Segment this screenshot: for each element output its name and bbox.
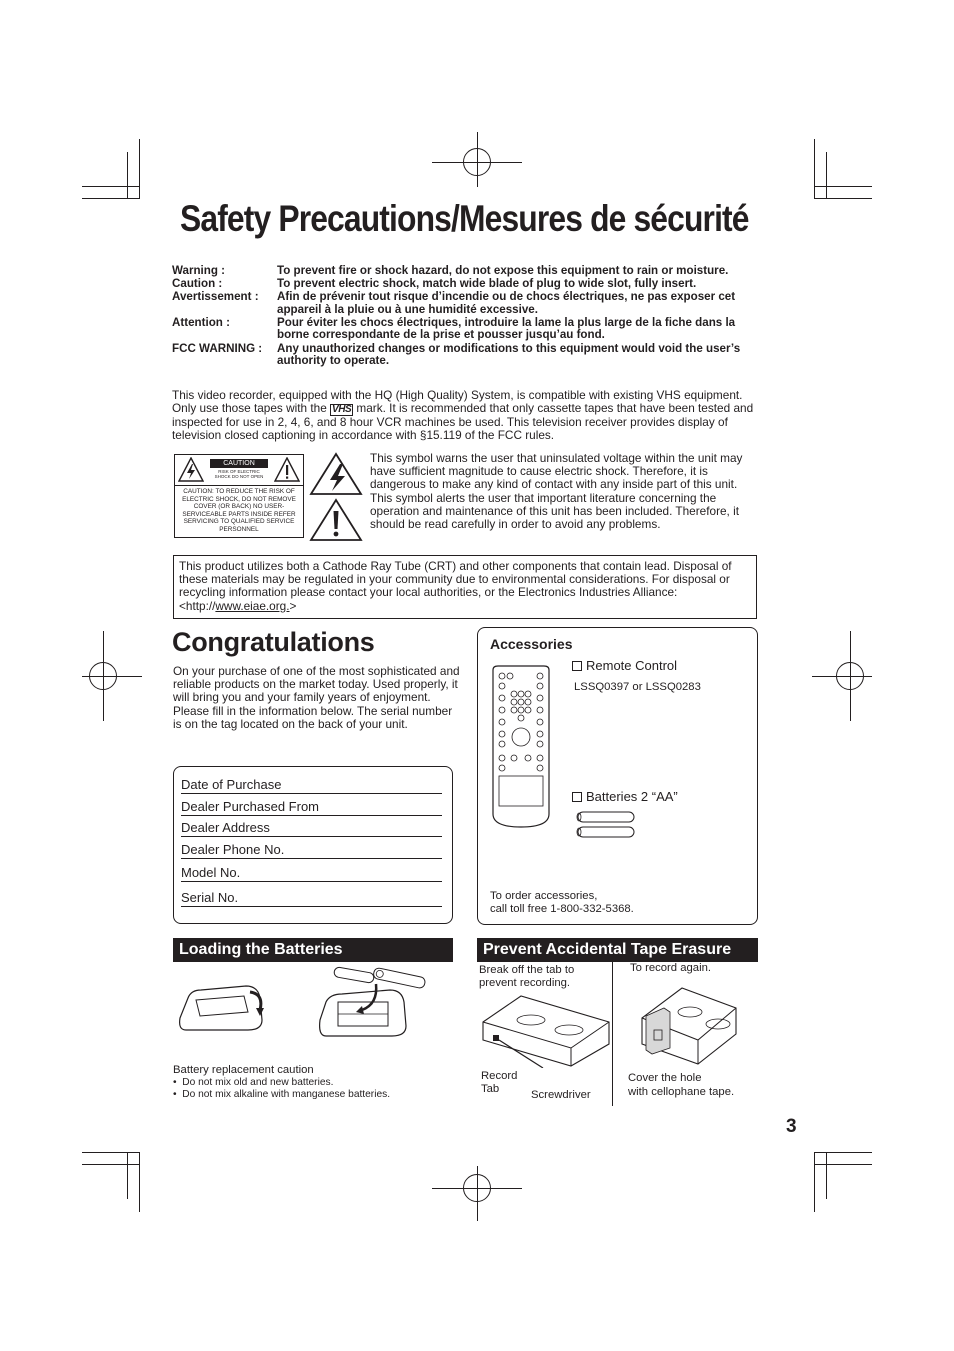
caution-heading: CAUTION <box>210 459 268 468</box>
congratulations-text: On your purchase of one of the most sophisticated and reliable products on the market today. Used properly, it will bring you and your family years of enjoyment. Please fill in the information below. The serial number is on the tag located on the back of your unit. <box>173 664 460 731</box>
warning-text: Pour éviter les chocs électriques, introduire la lame la plus large de la fiche dans la borne correspondante de la prise et pousser jusqu’au fond. <box>277 315 736 342</box>
lead-notice-end: > <box>289 598 297 613</box>
hq-paragraph <box>172 389 757 443</box>
warning-row <box>172 317 762 342</box>
form-field-dealer-phone: Dealer Phone No. <box>181 842 442 859</box>
checkbox-icon <box>572 792 582 802</box>
lead-notice-box <box>173 555 757 619</box>
warning-row <box>172 265 762 278</box>
eiae-link[interactable]: www.eiae.org. <box>215 598 290 613</box>
order-line-1: To order accessories, <box>490 890 598 902</box>
warning-label: Warning : <box>172 264 226 277</box>
battery-caution-bullet: • Do not mix old and new batteries. <box>173 1077 334 1088</box>
cassette-break-tab-illustration <box>479 992 611 1068</box>
vhs-logo: VHS <box>332 404 352 416</box>
remote-control-illustration <box>490 664 552 830</box>
page-number: 3 <box>786 1116 797 1137</box>
checkbox-icon <box>572 661 582 671</box>
accessories-box <box>477 627 758 925</box>
battery-cover-illustration <box>176 968 276 1044</box>
remote-control-label: Remote Control <box>586 658 678 673</box>
battery-insert-illustration <box>316 964 434 1048</box>
lightning-description: This symbol warns the user that uninsulated voltage within the unit may have sufficient magnitude to cause electric shock. Therefore, it is dangerous to make any kind of contact with any inside part of this unit. <box>370 451 743 492</box>
warning-text: To prevent electric shock, match wide blade of plug to wide slot, fully insert. <box>277 277 697 291</box>
form-field-dealer-address: Dealer Address <box>181 820 442 837</box>
cover-hole-label-2: with cellophane tape. <box>628 1086 735 1098</box>
screwdriver-label: Screwdriver <box>531 1089 591 1101</box>
record-tab-label-1: Record <box>481 1070 518 1082</box>
tape-section-divider <box>612 962 613 1106</box>
cassette-cover-hole-illustration <box>624 978 740 1070</box>
warning-label: Attention : <box>172 315 230 329</box>
record-tab-label-2: Tab <box>481 1083 500 1095</box>
lightning-warning-icon <box>178 457 204 482</box>
caution-body: CAUTION: TO REDUCE THE RISK OF ELECTRIC SHOCK, DO NOT REMOVE COVER (OR BACK) NO USER-SERVICEABLE PARTS INSIDE REFER SERVICING TO QUALIFIED SERVICE PERSONNEL <box>182 488 296 533</box>
form-field-dealer-purchased-from: Dealer Purchased From <box>181 799 442 816</box>
form-field-date-of-purchase: Date of Purchase <box>181 777 442 794</box>
exclamation-symbol-icon <box>309 498 363 542</box>
warning-text: Afin de prévenir tout risque d’incendie ou de chocs électriques, ne pas exposer cet appareil à la pluie ou à une humidité excessive. <box>277 290 736 316</box>
warning-label: FCC WARNING : <box>172 341 263 355</box>
batteries-item <box>572 789 678 804</box>
tape-erasure-heading: Prevent Accidental Tape Erasure <box>477 938 758 962</box>
caution-sub: RISK OF ELECTRIC SHOCK DO NOT OPEN <box>214 469 264 479</box>
loading-batteries-heading: Loading the Batteries <box>173 938 453 962</box>
batteries-illustration <box>574 810 638 840</box>
congratulations-heading: Congratulations <box>172 627 375 657</box>
form-field-model-no: Model No. <box>181 865 442 882</box>
break-tab-caption: Break off the tab to prevent recording. <box>479 964 575 989</box>
hq-text-2: mark. It is recommended that only cassette tapes that have been tested and inspected for use in 2, 4, 6, and 8 hour VCR machines be used. This television receiver provides display of television closed captioning in accordance with §15.119 of the FCC rules. <box>172 401 754 443</box>
page-title: Safety Precautions/Mesures de sécurité <box>180 198 749 239</box>
bullet-text: Do not mix alkaline with manganese batteries. <box>182 1089 391 1100</box>
batteries-label: Batteries 2 “AA” <box>586 789 678 804</box>
remote-models: LSSQ0397 or LSSQ0283 <box>574 681 701 693</box>
order-line-2: call toll free 1-800-332-5368. <box>490 903 634 915</box>
symbols-description <box>370 452 758 531</box>
cover-hole-label-1: Cover the hole <box>628 1072 702 1084</box>
warnings-list <box>172 265 762 368</box>
accessories-heading: Accessories <box>490 636 573 652</box>
record-again-caption: To record again. <box>630 962 712 974</box>
remote-control-item <box>572 658 677 673</box>
warning-text: To prevent fire or shock hazard, do not expose this equipment to rain or moisture. <box>277 264 729 277</box>
warning-row <box>172 291 762 316</box>
warning-row <box>172 278 762 291</box>
bullet-text: Do not mix old and new batteries. <box>182 1077 334 1088</box>
caution-label <box>174 454 304 538</box>
lightning-symbol-icon <box>309 452 363 496</box>
form-field-serial-no: Serial No. <box>181 890 442 907</box>
battery-caution-title: Battery replacement caution <box>173 1064 314 1076</box>
purchase-record-form <box>173 766 453 924</box>
exclamation-description: This symbol alerts the user that important literature concerning the operation and maintenance of this unit has been included. Therefore, it should be read carefully in order to avoid any problems. <box>370 490 740 532</box>
warning-row <box>172 343 762 368</box>
warning-label: Avertissement : <box>172 290 259 304</box>
lead-notice-text: This product utilizes both a Cathode Ray Tube (CRT) and other components that contain lead. Disposal of these materials may be regulated in your community due to environmental considerations. For disposal or recycling information please contact your local authorities, or the Electronics Industries Alliance: <http:// <box>179 559 732 613</box>
exclamation-warning-icon <box>274 457 300 482</box>
warning-text: Any unauthorized changes or modifications to this equipment would void the user’s authority to operate. <box>277 341 741 368</box>
battery-caution-bullet: • Do not mix alkaline with manganese batteries. <box>173 1089 391 1100</box>
warning-label: Caution : <box>172 277 223 291</box>
hq-text-1: This video recorder, equipped with the HQ (High Quality) System, is compatible with existing VHS equipment. Only use those tapes with the <box>172 388 743 416</box>
